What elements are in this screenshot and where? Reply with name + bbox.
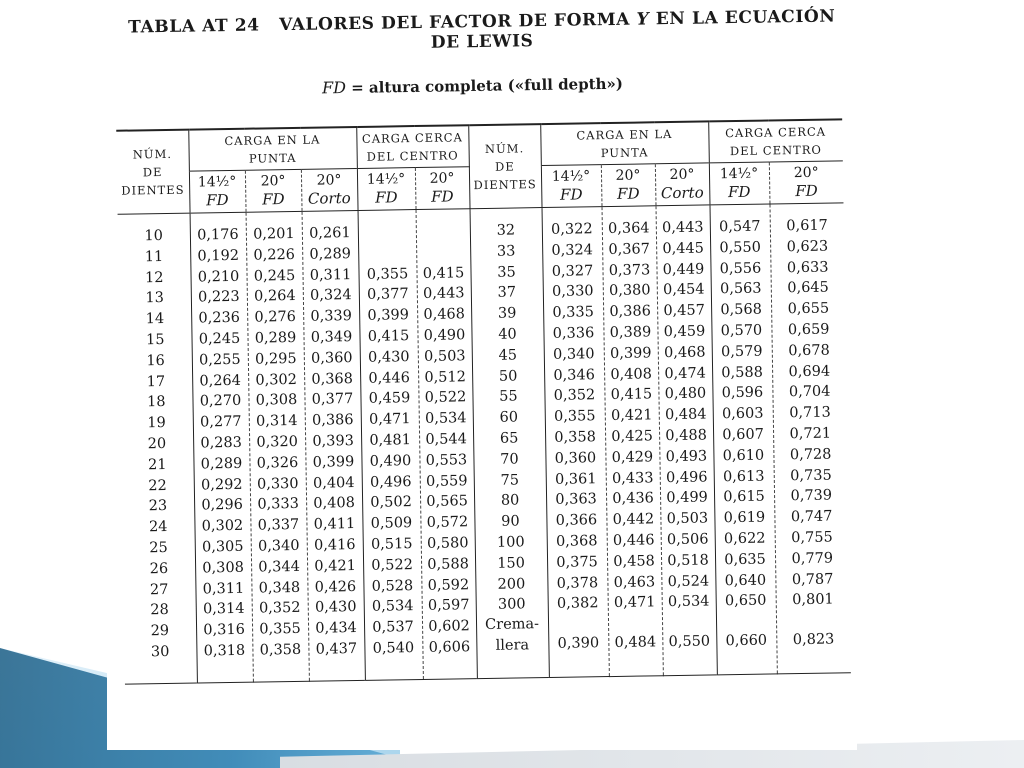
table-cell: 25 — [149, 539, 168, 557]
table-cell: 0,534 — [424, 410, 467, 428]
table-cell: 0,270 — [199, 393, 242, 410]
subheader-punta-20-fd: 20° FD — [245, 169, 302, 212]
table-cell: 0,458 — [613, 553, 655, 570]
title-variable: Y — [636, 9, 650, 30]
table-cell: 0,289 — [254, 329, 297, 347]
table-cell: 0,544 — [425, 431, 468, 448]
table-cell: 0,622 — [723, 530, 766, 548]
table-cell: 0,484 — [664, 406, 707, 424]
table-cell: 0,570 — [720, 322, 763, 340]
scanned-page — [107, 0, 857, 750]
table-cell-cremallera: 0,484 — [614, 634, 657, 652]
column-dientes-left — [118, 213, 197, 684]
table-cell: 0,755 — [791, 529, 833, 547]
table-cell: 0,283 — [200, 434, 243, 452]
table-cell: 300 — [497, 596, 526, 614]
table-container — [116, 118, 852, 741]
table-cell — [417, 242, 470, 264]
table-cell: 65 — [499, 430, 519, 447]
table-cell: 0,779 — [791, 550, 834, 567]
table-cell: 0,633 — [786, 259, 829, 276]
title-line1-end: EN LA ECUACIÓN — [655, 6, 836, 30]
column-punta-14-fd-right — [542, 207, 609, 678]
table-cell: 0,459 — [663, 323, 706, 341]
table-cell: 0,603 — [721, 405, 764, 423]
table-cell: 0,445 — [662, 240, 705, 257]
table-cell: 0,344 — [258, 558, 300, 576]
table-cell: 17 — [146, 373, 166, 390]
table-cell: 0,721 — [789, 425, 832, 443]
table-cell: 0,314 — [255, 413, 298, 430]
cremallera-label-1: Crema- — [484, 616, 540, 634]
table-cell: 24 — [148, 519, 168, 536]
table-cell: 0,377 — [311, 391, 354, 409]
table-cell: 0,399 — [312, 453, 355, 471]
table-cell: 0,320 — [256, 433, 299, 451]
table-cell: 0,534 — [371, 598, 414, 616]
table-cell: 0,540 — [372, 640, 415, 657]
column-punta-20-fd-right — [602, 206, 663, 677]
column-centro-20-fd-right — [769, 203, 850, 674]
header-carga-centro-right: CARGA CERCA DEL CENTRO — [708, 119, 843, 163]
table-cell — [359, 243, 416, 265]
table-cell: 0,430 — [314, 599, 357, 617]
table-cell: 11 — [144, 248, 164, 266]
table-cell: 0,296 — [201, 497, 244, 514]
table-cell: 0,728 — [789, 446, 832, 463]
table-cell: 0,436 — [612, 490, 654, 508]
column-punta-20-corto-right — [655, 205, 716, 676]
table-cell: 0,415 — [367, 328, 410, 345]
table-cell: 0,650 — [724, 592, 767, 610]
table-cell: 0,623 — [786, 238, 829, 256]
table-cell: 0,326 — [256, 454, 299, 472]
table-cell: 0,324 — [551, 242, 594, 259]
table-cell: 0,468 — [663, 344, 706, 361]
table-cell: 22 — [148, 477, 167, 494]
table-cell: 0,518 — [667, 552, 709, 569]
table-cell: 0,210 — [197, 268, 240, 286]
table-cell: 0,377 — [366, 286, 409, 304]
table-cell: 0,386 — [609, 303, 652, 321]
table-cell: 0,416 — [313, 536, 356, 554]
subheader-centro-14-fd-right: 14½° FD — [709, 162, 770, 205]
table-cell: 0,223 — [197, 289, 240, 306]
table-cell: 0,645 — [787, 279, 829, 297]
table-cell: 0,430 — [367, 348, 410, 366]
table-cell: 0,640 — [724, 572, 767, 589]
table-cell: 0,443 — [422, 285, 465, 303]
column-centro-14-fd-left — [358, 210, 423, 681]
table-cell: 15 — [145, 331, 165, 349]
table-cell: 0,433 — [611, 469, 654, 487]
table-cell: 0,358 — [259, 641, 302, 659]
table-cell: 0,176 — [197, 226, 239, 244]
table-cell: 100 — [496, 534, 525, 551]
table-cell: 0,316 — [203, 621, 245, 639]
table-cell: 0,606 — [428, 639, 471, 656]
table-cell: 0,355 — [366, 265, 409, 283]
table-cell: 0,550 — [719, 239, 762, 257]
table-cell-cremallera: 0,390 — [557, 635, 600, 653]
subheader-punta-20-fd-right: 20° FD — [601, 164, 656, 207]
table-cell: 0,443 — [661, 219, 704, 237]
table-cell: 0,659 — [787, 321, 830, 339]
column-punta-14-fd-left — [190, 212, 253, 683]
table-cell: 0,360 — [554, 450, 597, 467]
table-cell: 0,327 — [551, 262, 594, 280]
table-cell: 0,568 — [720, 301, 763, 319]
table-cell: 0,382 — [556, 595, 599, 613]
table-cell: 0,503 — [423, 348, 466, 365]
table-cell: 0,678 — [788, 342, 830, 359]
table-cell: 0,368 — [311, 370, 354, 388]
title-line1: VALORES DEL FACTOR DE FORMA — [279, 9, 631, 36]
table-cell: 0,302 — [255, 371, 298, 389]
subtitle-text: = altura completa («full depth») — [351, 74, 624, 97]
table-cell: 0,245 — [253, 267, 296, 285]
table-cell: 0,512 — [424, 368, 467, 386]
table-cell: 33 — [496, 243, 516, 260]
table-cell: 0,515 — [370, 536, 413, 553]
header-num-dientes-right: NÚM. DE DIENTES — [468, 124, 541, 209]
table-cell: 0,415 — [610, 386, 653, 404]
header-carga-punta-left: CARGA EN LA PUNTA — [188, 127, 357, 171]
table-cell: 0,602 — [428, 618, 470, 636]
table-cell: 0,348 — [258, 579, 301, 597]
table-cell: 21 — [147, 456, 167, 474]
table-cell: 0,277 — [199, 413, 242, 431]
table-cell: 0,264 — [199, 372, 242, 390]
subtitle — [322, 74, 623, 98]
table-cell: 200 — [497, 575, 526, 593]
table-cell: 0,694 — [788, 363, 831, 380]
table-cell: 32 — [496, 222, 516, 239]
table-cell: 0,463 — [613, 573, 656, 591]
subheader-punta-20-corto-right: 20° Corto — [655, 163, 710, 206]
table-cell: 0,302 — [201, 517, 244, 535]
table-cell: 0,553 — [425, 452, 468, 469]
table-cell: 0,358 — [554, 429, 597, 446]
table-cell: 0,264 — [253, 288, 296, 305]
table-cell: 0,480 — [664, 385, 707, 403]
table-cell: 26 — [149, 560, 169, 578]
header-carga-punta-right: CARGA EN LA PUNTA — [540, 121, 709, 165]
table-cell: 0,446 — [368, 369, 411, 387]
table-cell: 0,399 — [367, 307, 410, 325]
table-cell: 60 — [499, 409, 519, 426]
table-cell: 0,276 — [254, 309, 297, 326]
table-cell: 0,429 — [611, 449, 654, 466]
table-cell: 0,389 — [609, 324, 652, 341]
table-cell: 0,289 — [200, 455, 243, 473]
table-cell: 18 — [146, 394, 166, 411]
table-cell: 0,588 — [721, 364, 764, 381]
table-cell: 0,378 — [556, 574, 599, 592]
table-cell: 0,739 — [790, 487, 833, 505]
table-cell: 23 — [148, 498, 168, 515]
table-cell: 70 — [500, 451, 519, 468]
table-cell: 0,524 — [667, 573, 710, 590]
table-cell: 0,386 — [311, 412, 354, 429]
table-cell-cremallera: 0,823 — [792, 631, 835, 649]
table-cell: 0,490 — [423, 327, 466, 344]
table-cell: 0,471 — [368, 411, 411, 428]
table-cell: 0,747 — [790, 508, 833, 526]
table-cell: 20 — [147, 435, 167, 453]
table-cell: 0,468 — [423, 306, 466, 324]
table-cell: 0,311 — [202, 580, 245, 597]
table-cell: 0,425 — [611, 428, 653, 445]
column-punta-20-fd-left — [246, 211, 309, 682]
table-cell: 0,563 — [719, 281, 762, 298]
table-cell: 0,363 — [555, 491, 597, 509]
table-cell: 0,496 — [665, 469, 708, 486]
header-num-dientes-left: NÚM. DE DIENTES — [116, 130, 189, 215]
table-cell-cremallera: 0,660 — [725, 632, 768, 650]
table-cell: 12 — [144, 269, 164, 286]
subtitle-symbol: FD — [321, 77, 347, 98]
table-cell: 0,355 — [553, 408, 596, 426]
table-cell: 0,408 — [313, 495, 356, 513]
table-cell: 55 — [499, 388, 518, 406]
table-cell: 0,399 — [609, 345, 652, 362]
table-cell: 14 — [145, 311, 165, 328]
table-cell: 35 — [497, 264, 516, 281]
table-cell: 0,522 — [424, 389, 467, 407]
column-punta-20-corto-left — [302, 210, 365, 681]
table-cell: 0,415 — [422, 264, 465, 282]
table-cell: 19 — [147, 415, 166, 432]
table-cell: 0,335 — [552, 304, 595, 322]
table-cell: 0,556 — [719, 260, 762, 277]
table-cell: 0,336 — [552, 325, 595, 342]
table-cell: 0,506 — [666, 531, 709, 549]
table-cell: 27 — [149, 581, 169, 598]
table-cell: 0,305 — [201, 538, 244, 556]
table-cell: 0,339 — [310, 308, 353, 325]
table-cell-cremallera: 0,550 — [668, 633, 711, 651]
table-cell: 0,380 — [608, 282, 651, 300]
table-cell: 0,261 — [309, 225, 351, 242]
table-cell: 0,559 — [425, 472, 468, 490]
table-cell: 40 — [498, 326, 517, 343]
column-dientes-right — [470, 208, 549, 679]
table-cell: 0,787 — [791, 571, 834, 588]
table-cell: 0,735 — [790, 467, 832, 484]
subheader-centro-20-fd: 20° FD — [415, 167, 470, 210]
table-cell: 0,245 — [198, 330, 241, 348]
column-centro-20-fd-left — [416, 209, 477, 680]
table-cell: 0,255 — [198, 351, 241, 369]
table-cell: 0,434 — [315, 620, 357, 637]
table-cell: 0,324 — [309, 287, 352, 305]
table-cell: 0,596 — [721, 384, 764, 402]
table-cell: 0,368 — [555, 533, 598, 550]
table-cell: 0,503 — [666, 510, 709, 528]
table-cell: 0,314 — [202, 601, 245, 618]
table-cell: 0,457 — [663, 302, 706, 320]
table-cell: 0,499 — [666, 489, 708, 507]
table-cell: 0,340 — [552, 346, 595, 363]
table-cell: 0,364 — [607, 220, 650, 238]
table-cell: 0,308 — [255, 392, 298, 409]
table-cell: 0,426 — [314, 578, 357, 596]
table-cell: 0,471 — [613, 594, 656, 612]
table-cell: 16 — [146, 352, 165, 370]
table-cell — [416, 221, 469, 243]
subheader-punta-20-corto: 20° Corto — [301, 168, 358, 211]
table-cell: 150 — [497, 555, 526, 572]
subheader-centro-14-fd: 14½° FD — [357, 168, 416, 211]
table-cell: 0,801 — [792, 591, 834, 609]
table-cell: 0,192 — [197, 247, 240, 265]
table-cell: 0,373 — [608, 261, 651, 279]
table-cell: 0,393 — [312, 433, 355, 450]
table-cell: 75 — [500, 472, 520, 489]
header-carga-centro-left: CARGA CERCA DEL CENTRO — [356, 125, 469, 168]
table-cell: 0,337 — [257, 517, 300, 534]
table-cell: 0,292 — [200, 476, 243, 494]
table-cell: 0,226 — [253, 246, 296, 264]
table-cell: 0,592 — [427, 576, 470, 594]
subheader-punta-14-fd: 14½° FD — [189, 170, 246, 213]
table-cell: 0,607 — [722, 426, 764, 444]
table-cell: 0,635 — [724, 551, 766, 568]
table-cell: 0,588 — [427, 556, 469, 573]
table-cell: 0,366 — [555, 512, 598, 530]
table-cell: 0,597 — [427, 597, 470, 615]
table-cell: 0,565 — [426, 493, 468, 511]
table-cell: 0,375 — [556, 553, 598, 571]
table-cell: 80 — [500, 492, 520, 510]
table-cell: 0,704 — [788, 383, 831, 401]
table-cell: 0,617 — [786, 217, 828, 235]
table-cell: 0,408 — [610, 365, 653, 383]
table-cell: 0,615 — [723, 488, 765, 506]
table-cell: 0,481 — [369, 432, 412, 449]
table-cell: 0,411 — [313, 516, 356, 533]
table-cell: 0,404 — [312, 474, 355, 492]
table-cell: 0,488 — [665, 427, 707, 445]
table-cell: 0,346 — [553, 366, 596, 384]
table-cell: 0,322 — [550, 221, 593, 238]
table-cell: 0,655 — [787, 300, 830, 318]
table-cell: 39 — [497, 305, 517, 322]
cremallera-label-2: llera — [495, 637, 530, 654]
table-cell: 0,367 — [608, 241, 651, 258]
table-cell: 0,442 — [612, 511, 655, 529]
table-cell: 0,352 — [258, 600, 301, 617]
table-cell: 0,318 — [203, 642, 246, 660]
subheader-punta-14-fd-right: 14½° FD — [541, 165, 602, 208]
table-cell: 0,610 — [722, 447, 765, 465]
table-cell: 0,459 — [368, 390, 411, 408]
table-cell: 0,201 — [253, 225, 295, 243]
table-cell: 0,713 — [789, 404, 831, 422]
table-cell: 0,295 — [254, 350, 297, 368]
table-cell: 0,308 — [202, 559, 245, 577]
table-cell: 0,437 — [315, 640, 358, 658]
page-title — [117, 6, 848, 57]
table-cell: 28 — [150, 602, 169, 619]
table-cell: 0,311 — [309, 266, 352, 284]
table-cell: 0,333 — [257, 496, 300, 513]
table-cell: 0,361 — [554, 470, 597, 488]
table-cell: 0,355 — [259, 621, 301, 638]
table-cell: 0,619 — [723, 509, 766, 527]
lewis-form-factor-table — [116, 118, 851, 684]
table-cell: 0,360 — [310, 349, 353, 367]
table-cell: 29 — [150, 623, 170, 640]
title-line2: DE LEWIS — [430, 31, 534, 53]
table-cell: 0,534 — [667, 593, 710, 611]
table-cell: 0,502 — [370, 494, 413, 512]
table-cell: 0,454 — [662, 281, 705, 299]
table-cell: 0,522 — [371, 556, 413, 574]
table-cell: 0,340 — [257, 537, 300, 555]
table-cell: 45 — [498, 347, 518, 364]
table-cell: 37 — [497, 284, 517, 302]
table-cell: 0,421 — [610, 407, 653, 425]
table-cell: 13 — [145, 290, 164, 307]
title-prefix: TABLA AT 24 — [128, 15, 260, 38]
table-cell: 0,490 — [369, 452, 412, 470]
table-cell: 0,449 — [662, 261, 705, 278]
table-cell: 0,613 — [722, 468, 765, 485]
table-cell: 0,330 — [551, 283, 594, 301]
table-cell: 0,349 — [310, 329, 353, 346]
table-cell: 0,352 — [553, 387, 596, 405]
table-cell: 0,509 — [370, 515, 413, 532]
table-cell: 0,572 — [426, 514, 469, 532]
table-cell: 0,289 — [309, 245, 352, 263]
table-cell: 0,579 — [720, 343, 763, 361]
table-cell: 0,528 — [371, 577, 414, 595]
table-cell — [358, 222, 415, 244]
table-cell: 10 — [144, 228, 164, 245]
table-cell: 0,580 — [426, 535, 469, 552]
table-cell: 30 — [150, 643, 170, 661]
table-cell: 0,493 — [665, 448, 708, 465]
table-cell: 0,330 — [256, 475, 299, 493]
table-cell: 0,421 — [314, 557, 356, 575]
subheader-centro-20-fd-right: 20° FD — [769, 161, 844, 204]
table-cell: 0,547 — [718, 218, 761, 236]
table-cell: 0,236 — [198, 310, 241, 327]
table-cell: 50 — [498, 368, 518, 385]
column-centro-14-fd-right — [709, 204, 776, 675]
table-cell: 0,496 — [369, 473, 412, 491]
table-cell: 0,537 — [372, 619, 414, 636]
table-cell: 0,474 — [664, 365, 707, 382]
table-cell: 90 — [501, 513, 520, 530]
table-cell: 0,446 — [612, 532, 655, 549]
